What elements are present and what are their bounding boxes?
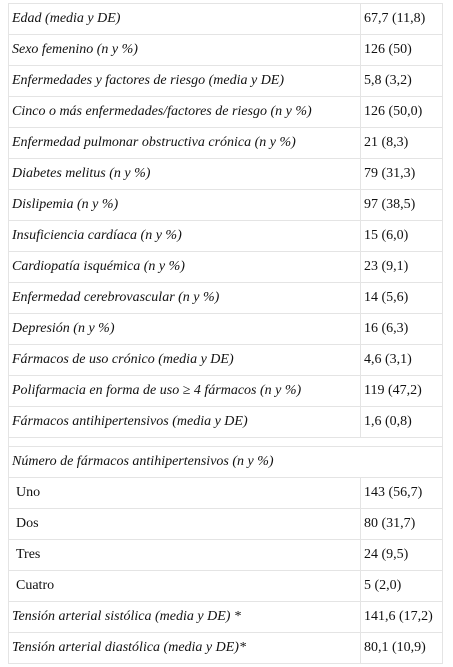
table-body	[9, 4, 443, 664]
table-row	[9, 376, 443, 407]
table-row	[9, 159, 443, 190]
table-row	[9, 97, 443, 128]
table-row	[9, 509, 443, 540]
row-label: Enfermedad cerebrovascular (n y %)	[9, 283, 361, 314]
table-row	[9, 571, 443, 602]
row-label: Fármacos antihipertensivos (media y DE)	[9, 407, 361, 438]
row-value: 24 (9,5)	[361, 540, 443, 571]
row-value: 21 (8,3)	[361, 128, 443, 159]
row-value: 79 (31,3)	[361, 159, 443, 190]
subrow-label: Cuatro	[9, 571, 361, 602]
row-label: Cardiopatía isquémica (n y %)	[9, 252, 361, 283]
subrow-label: Uno	[9, 478, 361, 509]
row-value: 16 (6,3)	[361, 314, 443, 345]
row-label: Tensión arterial diastólica (media y DE)*	[9, 633, 361, 664]
spacer-cell	[9, 438, 443, 447]
table-row	[9, 252, 443, 283]
table-row	[9, 283, 443, 314]
row-value: 5,8 (3,2)	[361, 66, 443, 97]
row-label: Enfermedades y factores de riesgo (media y DE)	[9, 66, 361, 97]
table-row	[9, 4, 443, 35]
row-label: Polifarmacia en forma de uso ≥ 4 fármacos (n y %)	[9, 376, 361, 407]
table-row	[9, 478, 443, 509]
table-row	[9, 221, 443, 252]
row-value: 126 (50,0)	[361, 97, 443, 128]
row-value: 23 (9,1)	[361, 252, 443, 283]
row-value: 67,7 (11,8)	[361, 4, 443, 35]
table-row	[9, 540, 443, 571]
subrow-label: Dos	[9, 509, 361, 540]
table-row	[9, 190, 443, 221]
row-label: Insuficiencia cardíaca (n y %)	[9, 221, 361, 252]
subrow-label: Tres	[9, 540, 361, 571]
row-label: Cinco o más enfermedades/factores de riesgo (n y %)	[9, 97, 361, 128]
row-label: Depresión (n y %)	[9, 314, 361, 345]
row-label: Sexo femenino (n y %)	[9, 35, 361, 66]
table-row	[9, 345, 443, 376]
row-value: 80,1 (10,9)	[361, 633, 443, 664]
row-value: 14 (5,6)	[361, 283, 443, 314]
table-row	[9, 35, 443, 66]
table-row	[9, 633, 443, 664]
row-value: 15 (6,0)	[361, 221, 443, 252]
row-value: 4,6 (3,1)	[361, 345, 443, 376]
row-value: 5 (2,0)	[361, 571, 443, 602]
section-heading: Número de fármacos antihipertensivos (n y %)	[9, 447, 443, 478]
row-value: 126 (50)	[361, 35, 443, 66]
row-label: Diabetes melitus (n y %)	[9, 159, 361, 190]
row-label: Enfermedad pulmonar obstructiva crónica (n y %)	[9, 128, 361, 159]
row-label: Edad (media y DE)	[9, 4, 361, 35]
row-label: Fármacos de uso crónico (media y DE)	[9, 345, 361, 376]
row-label: Tensión arterial sistólica (media y DE) *	[9, 602, 361, 633]
patient-characteristics-table	[8, 3, 443, 664]
row-value: 97 (38,5)	[361, 190, 443, 221]
row-value: 80 (31,7)	[361, 509, 443, 540]
table-row	[9, 314, 443, 345]
table-row	[9, 407, 443, 438]
row-value: 143 (56,7)	[361, 478, 443, 509]
spacer-row	[9, 438, 443, 447]
table-row	[9, 66, 443, 97]
row-value: 119 (47,2)	[361, 376, 443, 407]
table-row	[9, 602, 443, 633]
row-value: 1,6 (0,8)	[361, 407, 443, 438]
section-heading-row	[9, 447, 443, 478]
table-row	[9, 128, 443, 159]
row-label: Dislipemia (n y %)	[9, 190, 361, 221]
row-value: 141,6 (17,2)	[361, 602, 443, 633]
